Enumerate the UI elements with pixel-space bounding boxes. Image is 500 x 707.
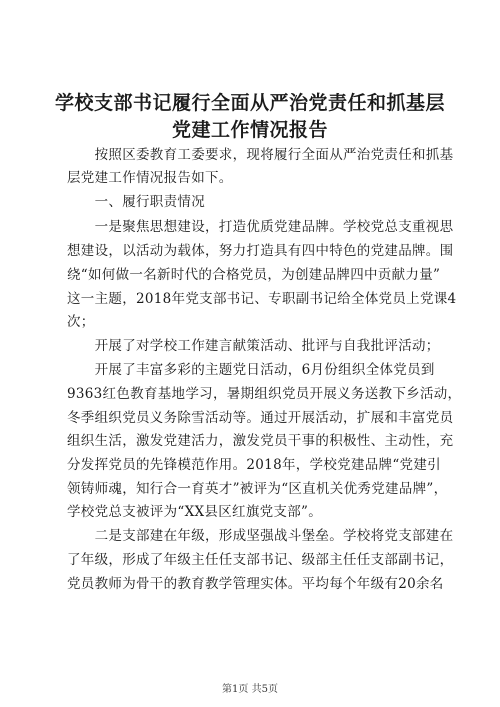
body-line: 层党建工作情况报告如下。 xyxy=(67,170,233,186)
body-line: 领铸师魂，知行合一育英才”被评为“区直机关优秀党建品牌”， xyxy=(67,481,448,497)
body-line: 一是聚焦思想建设，打造优质党建品牌。学校党总支重视思 xyxy=(67,219,454,235)
body-line: 冬季组织党员义务除雪活动等。通过开展活动，扩展和丰富党员 xyxy=(67,410,454,426)
body-line: 组织生活，激发党建活力，激发党员干事的积极性、主动性，充 xyxy=(67,433,454,449)
body-line: 开展了丰富多彩的主题党日活动，6月份组织全体党员到 xyxy=(67,362,435,378)
body-line: 绕“如何做一名新时代的合格党员，为创建品牌四中贡献力量” xyxy=(67,267,441,283)
body-line: 了年级，形成了年级主任任支部书记、级部主任任支部副书记， xyxy=(67,552,454,568)
body-line: 次； xyxy=(67,314,95,330)
document-title-line-1: 学校支部书记履行全面从严治党责任和抓基层 xyxy=(54,92,445,114)
page-footer: 第1页 共5页 xyxy=(222,684,278,695)
body-line: 二是支部建在年级，形成坚强战斗堡垒。学校将党支部建在 xyxy=(67,528,454,544)
body-line: 想建设，以活动为载体，努力打造具有四中特色的党建品牌。围 xyxy=(67,243,454,259)
document-title-line-2: 党建工作情况报告 xyxy=(171,119,328,141)
body-line: 按照区委教育工委要求，现将履行全面从严治党责任和抓基 xyxy=(67,147,454,163)
body-line: 9363红色教育基地学习，暑期组织党员开展义务送教下乡活动， xyxy=(67,386,462,402)
section-heading: 一、履行职责情况 xyxy=(67,194,205,210)
body-line: 党员教师为骨干的教育教学管理实体。平均每个年级有20余名 xyxy=(67,576,444,592)
body-line: 开展了对学校工作建言献策活动、批评与自我批评活动； xyxy=(67,338,440,354)
body-line: 分发挥党员的先锋模范作用。2018年，学校党建品牌“党建引 xyxy=(67,457,441,473)
body-line: 学校党总支被评为“XX县区红旗党支部”。 xyxy=(67,504,323,520)
body-line: 这一主题，2018年党支部书记、专职副书记给全体党员上党课4 xyxy=(67,291,457,307)
